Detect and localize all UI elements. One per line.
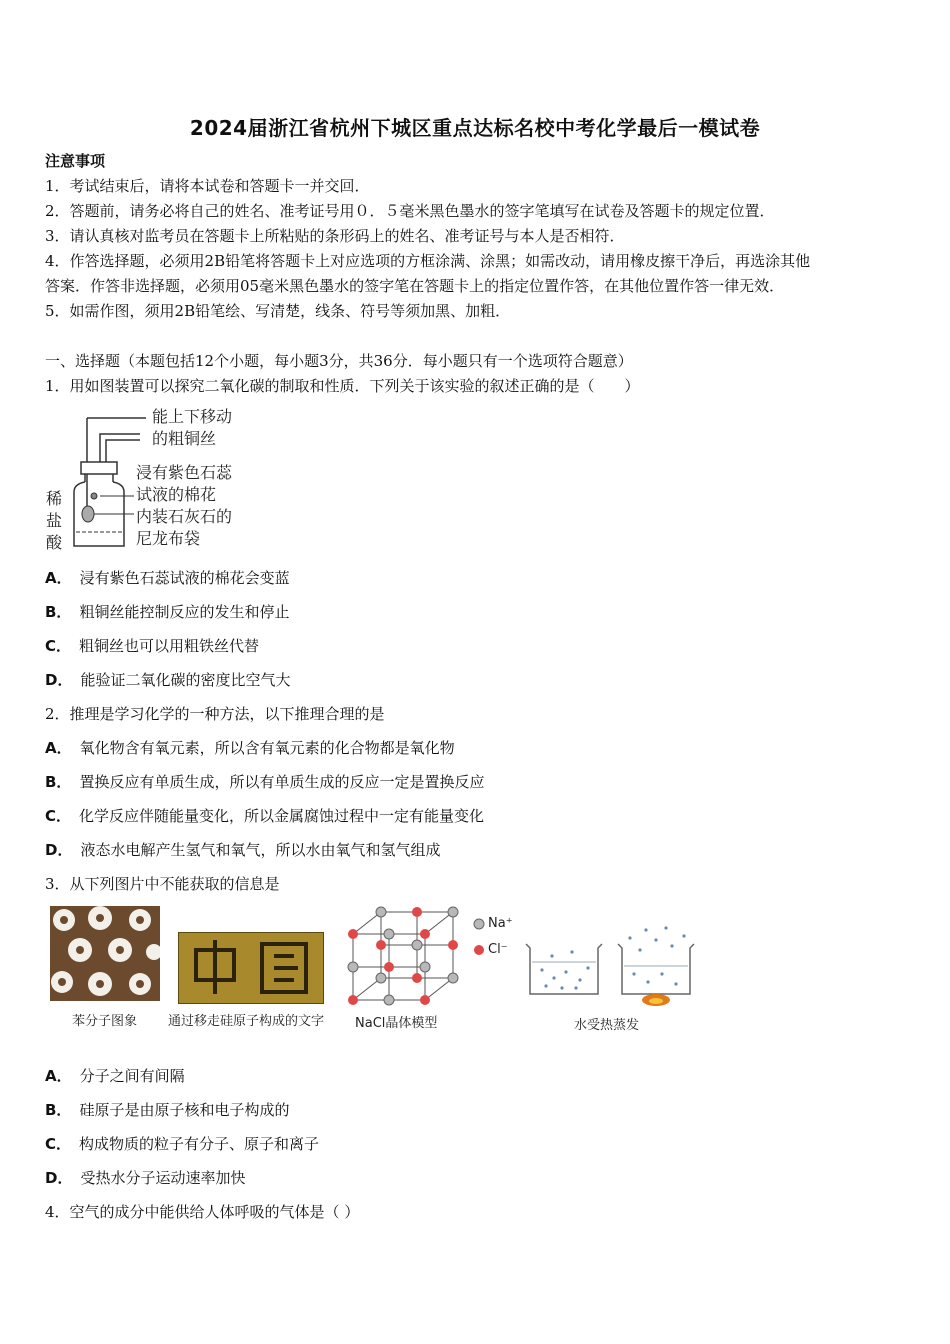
- label-cotton-line2: 试液的棉花: [136, 485, 217, 504]
- q3-option-d: D． 受热水分子运动速率加快: [45, 1169, 246, 1187]
- q1-option-b: B． 粗铜丝能控制反应的发生和停止: [45, 603, 290, 621]
- notice-item-4: 4．作答选择题，必须用2B铅笔将答题卡上对应选项的方框涂满、涂黑；如需改动，请用橡皮擦干净后，再选涂其他: [45, 252, 811, 270]
- legend-na: Na⁺: [488, 916, 513, 931]
- q2-option-c: C． 化学反应伴随能量变化，所以金属腐蚀过程中一定有能量变化: [45, 807, 485, 825]
- label-wire-line2: 的粗铜丝: [152, 429, 217, 448]
- page-title: 2024届浙江省杭州下城区重点达标名校中考化学最后一模试卷: [189, 116, 761, 140]
- label-wire-line1: 能上下移动: [152, 407, 233, 426]
- q2-option-d: D． 液态水电解产生氢气和氧气，所以水由氧气和氢气组成: [45, 841, 441, 859]
- label-cotton-line1: 浸有紫色石蕊: [136, 463, 233, 482]
- water-evaporation-image: [522, 906, 707, 1006]
- caption-benzene: 苯分子图象: [72, 1014, 138, 1029]
- q1-option-a: A． 浸有紫色石蕊试液的棉花会变蓝: [45, 569, 290, 587]
- benzene-image-panel: [50, 906, 160, 1036]
- notice-item-1: 1．考试结束后，请将本试卷和答题卡一并交回．: [45, 177, 370, 195]
- q1-option-d: D． 能验证二氧化碳的密度比空气大: [45, 671, 291, 689]
- question-4-stem: 4．空气的成分中能供给人体呼吸的气体是（ ）: [45, 1203, 360, 1221]
- notice-item-5: 5．如需作图，须用2B铅笔绘、写清楚，线条、符号等须加黑、加粗．: [45, 302, 511, 320]
- caption-silicon: 通过移走硅原子构成的文字: [168, 1014, 325, 1029]
- notice-item-2: 2．答题前，请务必将自己的姓名、准考证号用０．５毫米黑色墨水的签字笔填写在试卷及答题卡的规定位置．: [45, 202, 775, 220]
- legend-cl: Cl⁻: [488, 942, 508, 957]
- q3-option-b: B． 硅原子是由原子核和电子构成的: [45, 1101, 290, 1119]
- evaporation-panel: [522, 906, 707, 1036]
- label-bag-line1: 内装石灰石的: [136, 507, 233, 526]
- notice-heading: 注意事项: [45, 152, 106, 170]
- q2-option-b: B． 置换反应有单质生成，所以有单质生成的反应一定是置换反应: [45, 773, 485, 791]
- silicon-text-panel: [170, 906, 340, 1036]
- q1-option-c: C． 粗铜丝也可以用粗铁丝代替: [45, 637, 260, 655]
- nacl-model-panel: [345, 906, 515, 1036]
- caption-nacl: NaCl晶体模型: [355, 1016, 438, 1031]
- caption-evaporation: 水受热蒸发: [574, 1018, 640, 1033]
- nacl-crystal-model: [345, 906, 465, 1006]
- benzene-molecule-image: [50, 906, 160, 1001]
- label-bag-line2: 尼龙布袋: [136, 529, 201, 548]
- question-3-stem: 3．从下列图片中不能获取的信息是: [45, 875, 280, 893]
- label-acid-2: 盐: [46, 511, 63, 530]
- q3-option-a: A． 分子之间有间隔: [45, 1067, 185, 1085]
- co2-apparatus-figure: [44, 404, 249, 552]
- q2-option-a: A． 氧化物含有氧元素，所以含有氧元素的化合物都是氧化物: [45, 739, 455, 757]
- label-acid-1: 稀: [46, 489, 63, 508]
- section-heading: 一、选择题（本题包括12个小题，每小题3分，共36分．每小题只有一个选项符合题意）: [45, 352, 633, 370]
- nacl-legend-dots: [473, 918, 485, 958]
- silicon-atoms-image: [178, 932, 324, 1004]
- label-acid-3: 酸: [46, 533, 63, 552]
- question-1-stem: 1．用如图装置可以探究二氧化碳的制取和性质．下列关于该实验的叙述正确的是（ ）: [45, 377, 640, 395]
- question-2-stem: 2．推理是学习化学的一种方法，以下推理合理的是: [45, 705, 385, 723]
- notice-item-4-cont: 答案．作答非选择题，必须用05毫米黑色墨水的签字笔在答题卡上的指定位置作答，在其他位置作答一律无效．: [45, 277, 785, 295]
- notice-item-3: 3．请认真核对监考员在答题卡上所粘贴的条形码上的姓名、准考证号与本人是否相符．: [45, 227, 625, 245]
- q3-option-c: C． 构成物质的粒子有分子、原子和离子: [45, 1135, 320, 1153]
